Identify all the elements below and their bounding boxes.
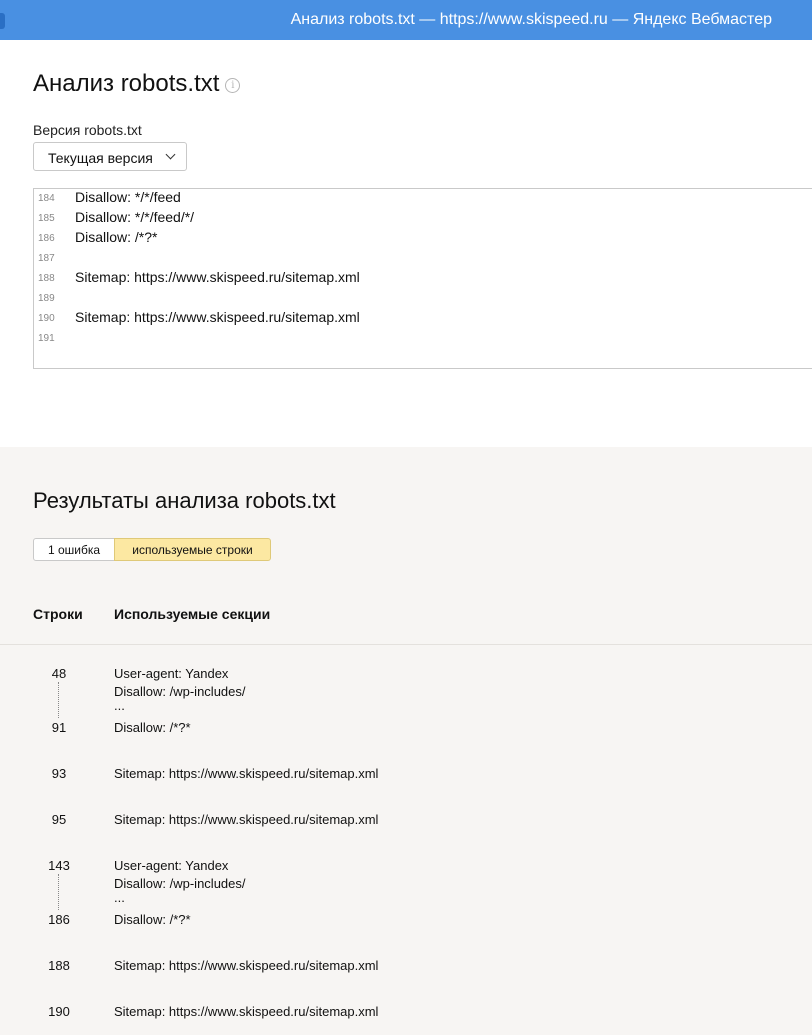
line-code: Sitemap: https://www.skispeed.ru/sitemap.xml [75,309,360,325]
row-section-line: ... [114,698,125,713]
editor-line [34,269,804,289]
header-divider [0,644,812,645]
editor-line [34,189,804,209]
page-title [33,70,240,98]
line-number: 186 [38,233,55,244]
window-edge-button[interactable] [0,13,5,29]
editor-line [34,229,804,249]
results-title: Результаты анализа robots.txt [33,488,336,513]
version-select[interactable] [33,142,187,171]
row-section-line: ... [114,890,125,905]
line-code: Disallow: */*/feed [75,189,181,205]
row-start-line: 188 [48,958,70,973]
row-section-line: User-agent: Yandex [114,666,229,681]
info-icon[interactable]: i [225,78,240,93]
range-connector [58,874,59,910]
line-number: 188 [38,273,55,284]
line-number: 185 [38,213,55,224]
chevron-down-icon [166,150,176,160]
editor-line [34,329,804,349]
window-title: Анализ robots.txt — https://www.skispeed.ru — Яндекс Вебмастер [290,11,772,28]
line-number: 191 [38,333,55,344]
row-section-line: Disallow: /wp-includes/ [114,684,246,699]
row-start-line: 48 [51,666,67,681]
row-section-line: Sitemap: https://www.skispeed.ru/sitemap.xml [114,958,379,973]
line-number: 189 [38,293,55,304]
column-header-sections: Используемые секции [114,606,271,622]
window-titlebar [0,0,812,40]
editor-line [34,249,804,269]
row-section-line: Sitemap: https://www.skispeed.ru/sitemap.xml [114,1004,379,1019]
line-code: Disallow: /*?* [75,229,158,245]
row-end-line: 91 [51,720,67,735]
results-section [0,447,812,1035]
robots-editor[interactable] [33,188,812,369]
tab-errors[interactable]: 1 ошибка [33,538,115,561]
row-section-line: User-agent: Yandex [114,858,229,873]
row-section-line: Disallow: /*?* [114,912,191,927]
row-start-line: 143 [48,858,70,873]
column-header-lines: Строки [33,606,83,622]
editor-line [34,309,804,329]
range-connector [58,682,59,718]
tab-used-lines[interactable]: используемые строки [114,538,271,561]
page-title-text: Анализ robots.txt [33,70,220,97]
row-section-line: Sitemap: https://www.skispeed.ru/sitemap.xml [114,766,379,781]
row-section-line: Sitemap: https://www.skispeed.ru/sitemap.xml [114,812,379,827]
line-number: 187 [38,253,55,264]
row-start-line: 93 [51,766,67,781]
line-code: Disallow: */*/feed/*/ [75,209,195,225]
row-start-line: 190 [48,1004,70,1019]
line-code: Sitemap: https://www.skispeed.ru/sitemap.xml [75,269,360,285]
version-select-value: Текущая версия [48,150,153,166]
version-label: Версия robots.txt [33,122,142,138]
row-section-line: Disallow: /wp-includes/ [114,876,246,891]
editor-line [34,209,804,229]
row-start-line: 95 [51,812,67,827]
line-number: 190 [38,313,55,324]
line-number: 184 [38,193,55,204]
row-end-line: 186 [48,912,70,927]
row-section-line: Disallow: /*?* [114,720,191,735]
editor-line [34,289,804,309]
